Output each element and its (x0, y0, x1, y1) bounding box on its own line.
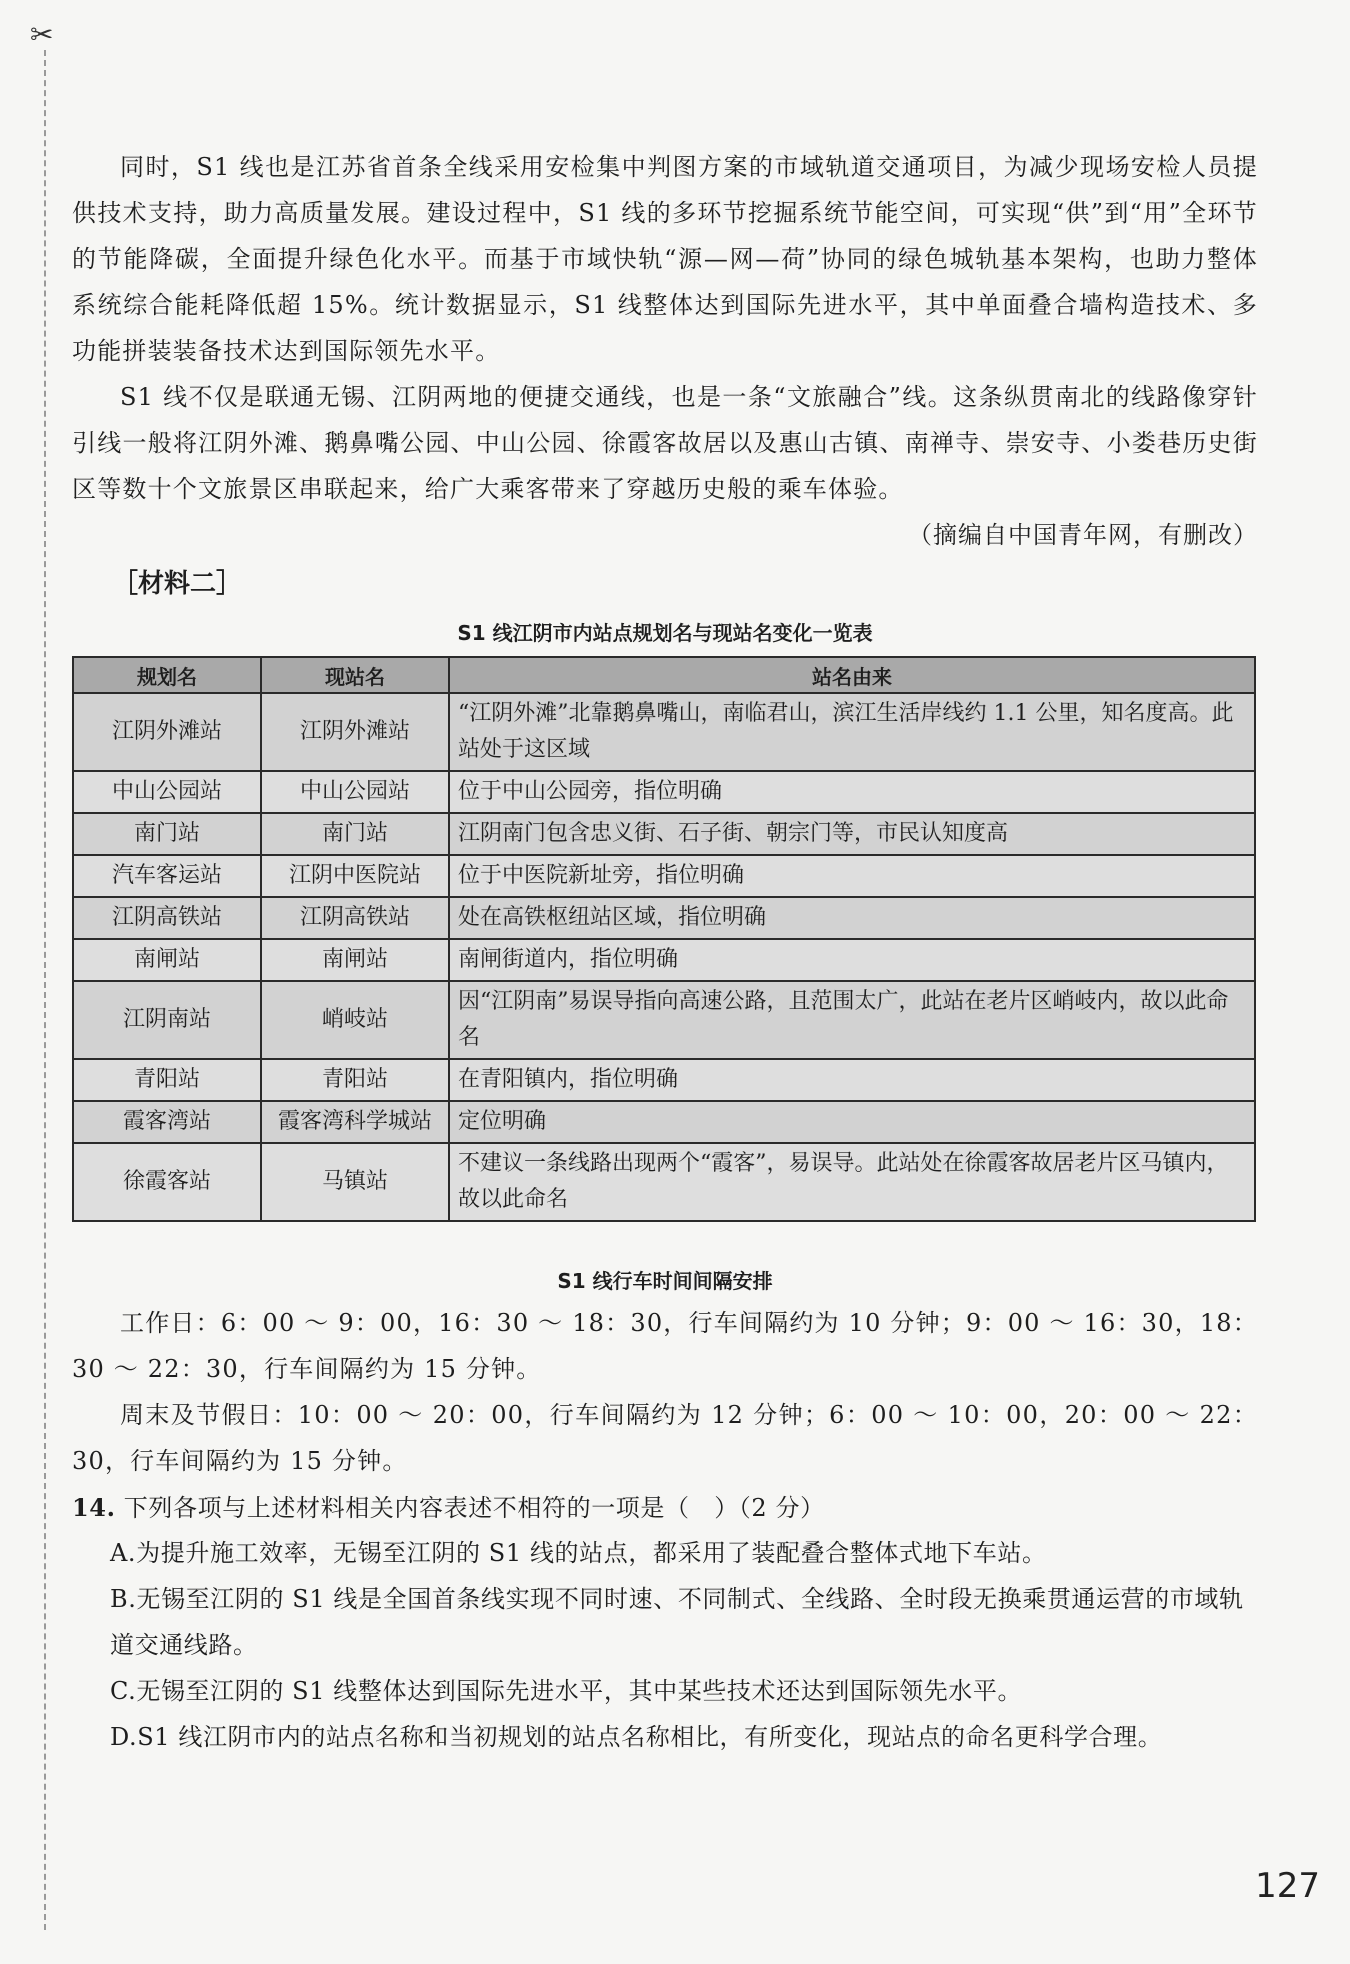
option-b (72, 1576, 1258, 1668)
schedule-workday: 工作日：6：00 ～ 9：00，16：30 ～ 18：30，行车间隔约为 10 分钟；9：00 ～ 16：30，18：30 ～ 22：30，行车间隔约为 15 分钟。 (72, 1309, 1258, 1383)
name-origin: 在青阳镇内，指位明确 (449, 1059, 1255, 1101)
table-title: S1 线江阴市内站点规划名与现站名变化一览表 (457, 621, 873, 645)
current-name: 马镇站 (261, 1143, 449, 1221)
table-row (73, 771, 1255, 813)
planned-name: 南闸站 (73, 939, 261, 981)
table-row (73, 813, 1255, 855)
option-text: S1 线江阴市内的站点名称和当初规划的站点名称相比，有所变化，现站点的命名更科学合理。 (137, 1723, 1163, 1751)
cut-line-divider (44, 50, 46, 1930)
planned-name: 江阴外滩站 (73, 693, 261, 771)
station-name-table (72, 656, 1256, 1222)
table-row (73, 981, 1255, 1059)
planned-name: 徐霞客站 (73, 1143, 261, 1221)
name-origin: 不建议一条线路出现两个“霞客”，易误导。此站处在徐霞客故居老片区马镇内，故以此命名 (449, 1143, 1255, 1221)
planned-name: 青阳站 (73, 1059, 261, 1101)
planned-name: 中山公园站 (73, 771, 261, 813)
name-origin: 位于中医院新址旁，指位明确 (449, 855, 1255, 897)
option-label: D. (110, 1723, 138, 1751)
name-origin: 处在高铁枢纽站区域，指位明确 (449, 897, 1255, 939)
option-text: 无锡至江阴的 S1 线是全国首条线实现不同时速、不同制式、全线路、全时段无换乘贯通运营的市域轨道交通线路。 (110, 1585, 1244, 1659)
table-row (73, 939, 1255, 981)
current-name: 峭岐站 (261, 981, 449, 1059)
material-two-label: ［材料二］ (112, 569, 243, 599)
option-label: C. (110, 1677, 137, 1705)
planned-name: 南门站 (73, 813, 261, 855)
paragraph-1: 同时，S1 线也是江苏省首条全线采用安检集中判图方案的市域轨道交通项目，为减少现场安检人员提供技术支持，助力高质量发展。建设过程中，S1 线的多环节挖掘系统节能空间，可实现“供”到“用”全环节的节能降碳，全面提升绿色化水平。而基于市域快轨“源—网—荷”协同的绿色城轨基本架构，也助力整体系统综合能耗降低超 15%。统计数据显示，S1 线整体达到国际先进水平，其中单面叠合墙构造技术、多功能拼装装备技术达到国际领先水平。 (72, 153, 1258, 365)
option-text: 无锡至江阴的 S1 线整体达到国际先进水平，其中某些技术还达到国际领先水平。 (136, 1677, 1023, 1705)
table-row (73, 1143, 1255, 1221)
table-row (73, 897, 1255, 939)
current-name: 南门站 (261, 813, 449, 855)
name-origin: 南闸街道内，指位明确 (449, 939, 1255, 981)
header-origin: 站名由来 (449, 657, 1255, 693)
current-name: 江阴外滩站 (261, 693, 449, 771)
current-name: 霞客湾科学城站 (261, 1101, 449, 1143)
source-note: （摘编自中国青年网，有删改） (908, 521, 1258, 549)
current-name: 江阴中医院站 (261, 855, 449, 897)
header-planned: 规划名 (73, 657, 261, 693)
scissors-icon: ✂ (30, 18, 54, 51)
current-name: 青阳站 (261, 1059, 449, 1101)
question-number: 14. (72, 1493, 116, 1522)
name-origin: 江阴南门包含忠义街、石子街、朝宗门等，市民认知度高 (449, 813, 1255, 855)
table-row (73, 1059, 1255, 1101)
name-origin: 因“江阴南”易误导指向高速公路，且范围太广，此站在老片区峭岐内，故以此命名 (449, 981, 1255, 1059)
table-row (73, 693, 1255, 771)
table-header-row (73, 657, 1255, 693)
name-origin: 位于中山公园旁，指位明确 (449, 771, 1255, 813)
question-stem: 下列各项与上述材料相关内容表述不相符的一项是（ ）（2 分） (123, 1494, 825, 1522)
planned-name: 汽车客运站 (73, 855, 261, 897)
page-number: 127 (1255, 1866, 1320, 1906)
current-name: 江阴高铁站 (261, 897, 449, 939)
planned-name: 霞客湾站 (73, 1101, 261, 1143)
planned-name: 江阴南站 (73, 981, 261, 1059)
paragraph-2: S1 线不仅是联通无锡、江阴两地的便捷交通线，也是一条“文旅融合”线。这条纵贯南北的线路像穿针引线一般将江阴外滩、鹅鼻嘴公园、中山公园、徐霞客故居以及惠山古镇、南禅寺、崇安寺、小娄巷历史街区等数十个文旅景区串联起来，给广大乘客带来了穿越历史般的乘车体验。 (72, 383, 1258, 503)
table-row (73, 855, 1255, 897)
header-current: 现站名 (261, 657, 449, 693)
current-name: 南闸站 (261, 939, 449, 981)
schedule-weekend: 周末及节假日：10：00 ～ 20：00，行车间隔约为 12 分钟；6：00 ～ 10：00，20：00 ～ 22：30，行车间隔约为 15 分钟。 (72, 1401, 1258, 1475)
planned-name: 江阴高铁站 (73, 897, 261, 939)
name-origin: “江阴外滩”北靠鹅鼻嘴山，南临君山，滨江生活岸线约 1.1 公里，知名度高。此站处于这区域 (449, 693, 1255, 771)
option-text: 为提升施工效率，无锡至江阴的 S1 线的站点，都采用了装配叠合整体式地下车站。 (136, 1539, 1047, 1567)
current-name: 中山公园站 (261, 771, 449, 813)
option-c (72, 1668, 1258, 1714)
schedule-title: S1 线行车时间间隔安排 (557, 1269, 773, 1293)
question-14 (72, 1486, 1258, 1530)
option-d (72, 1714, 1258, 1760)
option-label: B. (110, 1585, 137, 1613)
table-row (73, 1101, 1255, 1143)
main-content (72, 144, 1258, 1760)
option-a (72, 1530, 1258, 1576)
name-origin: 定位明确 (449, 1101, 1255, 1143)
option-label: A. (110, 1539, 137, 1567)
